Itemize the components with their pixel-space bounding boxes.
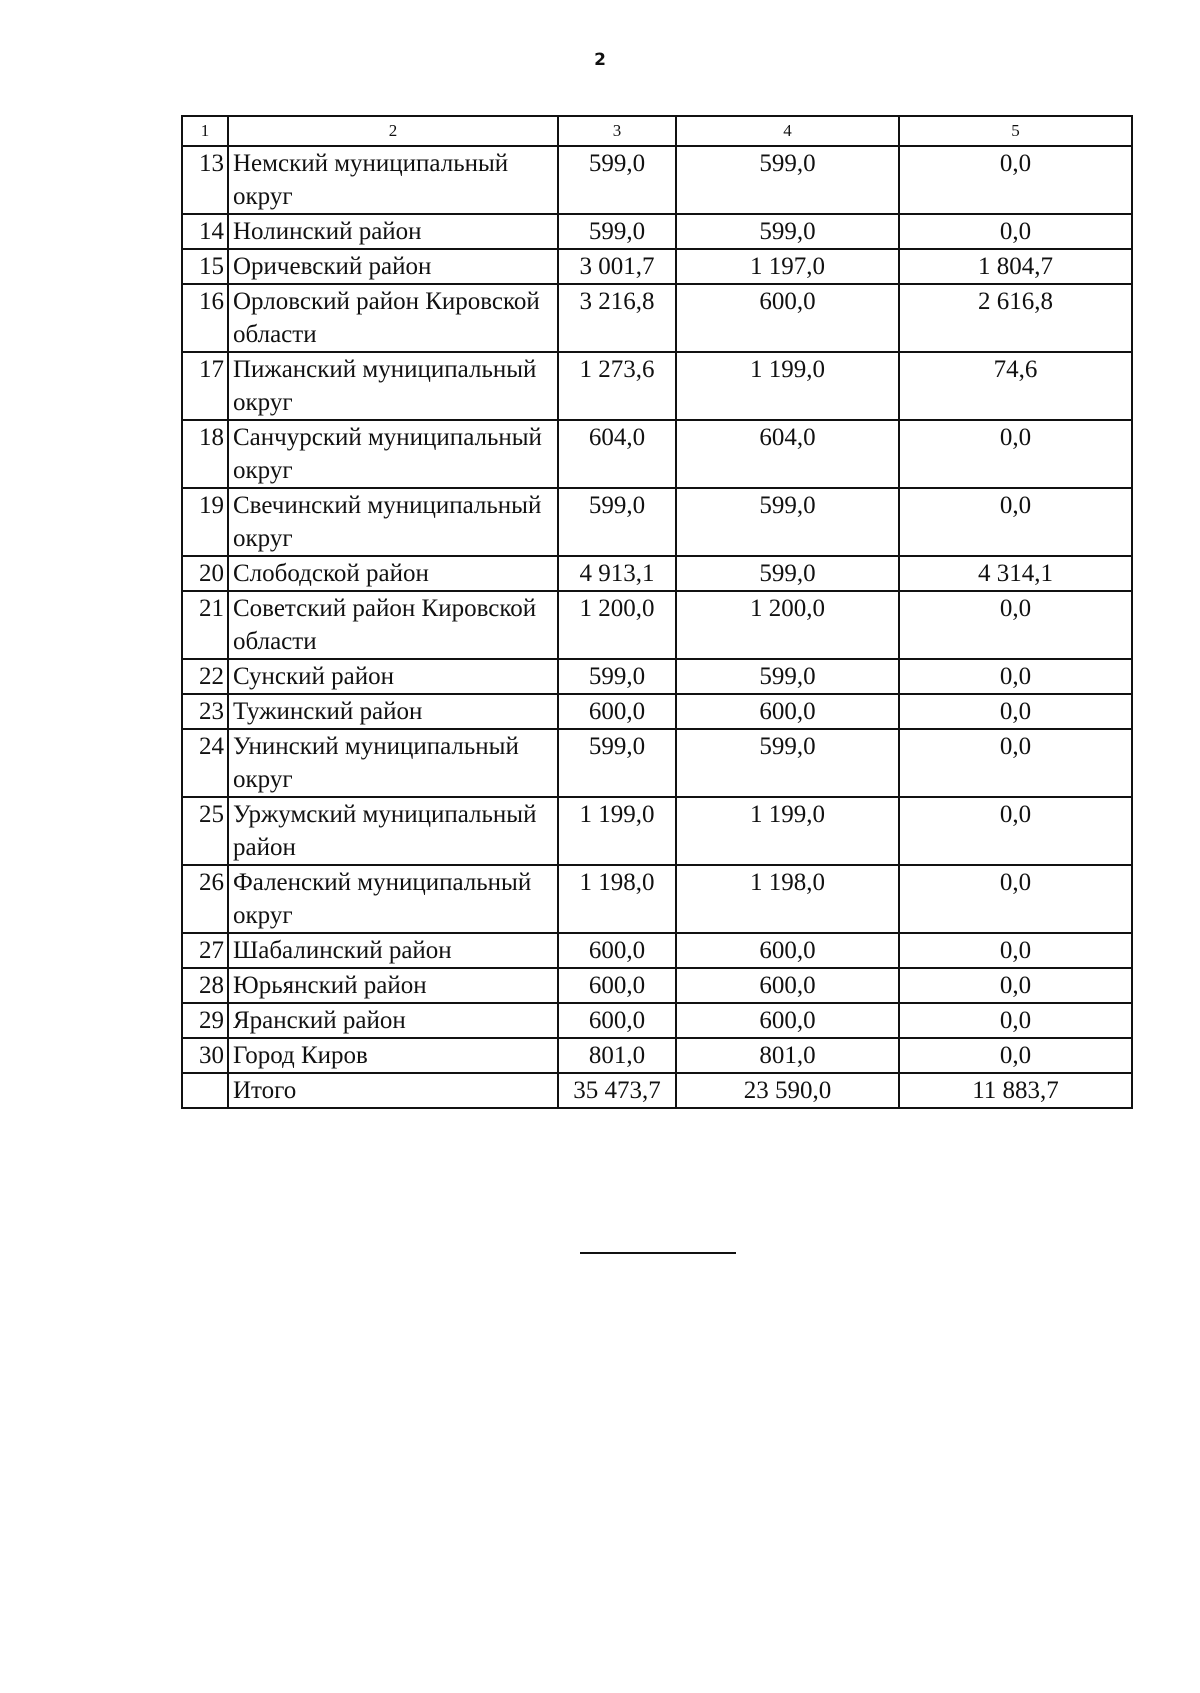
value-column-3: 1 199,0	[558, 797, 676, 865]
row-number: 30	[182, 1038, 228, 1073]
allocation-table	[181, 115, 1133, 1109]
value-column-4: 1 199,0	[676, 352, 899, 420]
row-number: 19	[182, 488, 228, 556]
column-header-3: 3	[558, 116, 676, 146]
value-column-4: 1 200,0	[676, 591, 899, 659]
row-number: 22	[182, 659, 228, 694]
row-number: 18	[182, 420, 228, 488]
value-column-4: 599,0	[676, 488, 899, 556]
value-column-5: 0,0	[899, 659, 1132, 694]
table-body	[182, 146, 1132, 1108]
column-header-4: 4	[676, 116, 899, 146]
row-number: 26	[182, 865, 228, 933]
municipality-name: Санчурский муниципальный округ	[228, 420, 558, 488]
value-column-3: 599,0	[558, 729, 676, 797]
table-row	[182, 591, 1132, 659]
table-row	[182, 146, 1132, 214]
value-column-5: 0,0	[899, 1003, 1132, 1038]
value-column-5: 0,0	[899, 591, 1132, 659]
value-column-3: 3 001,7	[558, 249, 676, 284]
value-column-5: 2 616,8	[899, 284, 1132, 352]
value-column-4: 599,0	[676, 729, 899, 797]
table-row	[182, 488, 1132, 556]
table-row	[182, 729, 1132, 797]
municipality-name: Немский муниципальный округ	[228, 146, 558, 214]
municipality-name: Пижанский муниципальный округ	[228, 352, 558, 420]
row-number: 23	[182, 694, 228, 729]
value-column-4: 1 197,0	[676, 249, 899, 284]
municipality-name: Советский район Кировской области	[228, 591, 558, 659]
value-column-3: 600,0	[558, 968, 676, 1003]
end-of-document-line	[580, 1252, 736, 1254]
value-column-3: 1 200,0	[558, 591, 676, 659]
value-column-5: 0,0	[899, 865, 1132, 933]
value-column-4: 599,0	[676, 214, 899, 249]
value-column-3: 1 273,6	[558, 352, 676, 420]
column-header-2: 2	[228, 116, 558, 146]
table-row	[182, 865, 1132, 933]
value-column-4: 604,0	[676, 420, 899, 488]
municipality-name: Яранский район	[228, 1003, 558, 1038]
table-row	[182, 1003, 1132, 1038]
value-column-3: 600,0	[558, 933, 676, 968]
total-label: Итого	[228, 1073, 558, 1108]
table-row	[182, 420, 1132, 488]
value-column-5: 0,0	[899, 797, 1132, 865]
row-number: 14	[182, 214, 228, 249]
municipality-name: Слободской район	[228, 556, 558, 591]
value-column-4: 600,0	[676, 1003, 899, 1038]
row-number: 28	[182, 968, 228, 1003]
table-row	[182, 968, 1132, 1003]
total-column-3: 35 473,7	[558, 1073, 676, 1108]
municipality-name: Нолинский район	[228, 214, 558, 249]
total-column-4: 23 590,0	[676, 1073, 899, 1108]
row-number: 29	[182, 1003, 228, 1038]
value-column-4: 600,0	[676, 968, 899, 1003]
value-column-5: 0,0	[899, 729, 1132, 797]
row-number: 17	[182, 352, 228, 420]
value-column-4: 600,0	[676, 933, 899, 968]
total-column-5: 11 883,7	[899, 1073, 1132, 1108]
municipality-name: Тужинский район	[228, 694, 558, 729]
table-row	[182, 659, 1132, 694]
table-row	[182, 249, 1132, 284]
municipality-name: Унинский муниципальный округ	[228, 729, 558, 797]
value-column-5: 1 804,7	[899, 249, 1132, 284]
value-column-4: 599,0	[676, 146, 899, 214]
total-row-number	[182, 1073, 228, 1108]
value-column-5: 0,0	[899, 1038, 1132, 1073]
row-number: 16	[182, 284, 228, 352]
municipality-name: Город Киров	[228, 1038, 558, 1073]
row-number: 24	[182, 729, 228, 797]
table-row	[182, 214, 1132, 249]
value-column-3: 600,0	[558, 1003, 676, 1038]
municipality-name: Шабалинский район	[228, 933, 558, 968]
table-row	[182, 352, 1132, 420]
value-column-4: 1 198,0	[676, 865, 899, 933]
header-row	[182, 116, 1132, 146]
table-row	[182, 797, 1132, 865]
value-column-3: 599,0	[558, 659, 676, 694]
row-number: 27	[182, 933, 228, 968]
municipality-name: Уржумский муниципальный район	[228, 797, 558, 865]
value-column-5: 0,0	[899, 214, 1132, 249]
value-column-5: 0,0	[899, 488, 1132, 556]
row-number: 13	[182, 146, 228, 214]
table-row	[182, 933, 1132, 968]
value-column-4: 600,0	[676, 694, 899, 729]
value-column-3: 600,0	[558, 694, 676, 729]
value-column-4: 801,0	[676, 1038, 899, 1073]
value-column-3: 599,0	[558, 146, 676, 214]
value-column-5: 0,0	[899, 694, 1132, 729]
column-header-1: 1	[182, 116, 228, 146]
value-column-3: 3 216,8	[558, 284, 676, 352]
value-column-5: 4 314,1	[899, 556, 1132, 591]
row-number: 20	[182, 556, 228, 591]
row-number: 15	[182, 249, 228, 284]
value-column-4: 599,0	[676, 659, 899, 694]
row-number: 21	[182, 591, 228, 659]
table-row	[182, 1038, 1132, 1073]
value-column-3: 599,0	[558, 214, 676, 249]
table-row	[182, 556, 1132, 591]
value-column-5: 74,6	[899, 352, 1132, 420]
value-column-4: 600,0	[676, 284, 899, 352]
value-column-4: 1 199,0	[676, 797, 899, 865]
column-header-5: 5	[899, 116, 1132, 146]
municipality-name: Орловский район Кировской области	[228, 284, 558, 352]
table-row	[182, 284, 1132, 352]
total-row	[182, 1073, 1132, 1108]
municipality-name: Сунский район	[228, 659, 558, 694]
municipality-name: Свечинский муниципальный округ	[228, 488, 558, 556]
value-column-3: 4 913,1	[558, 556, 676, 591]
value-column-5: 0,0	[899, 968, 1132, 1003]
row-number: 25	[182, 797, 228, 865]
value-column-4: 599,0	[676, 556, 899, 591]
municipality-name: Оричевский район	[228, 249, 558, 284]
value-column-3: 599,0	[558, 488, 676, 556]
value-column-3: 1 198,0	[558, 865, 676, 933]
value-column-5: 0,0	[899, 420, 1132, 488]
page-number: 2	[594, 50, 606, 70]
municipality-name: Юрьянский район	[228, 968, 558, 1003]
value-column-3: 801,0	[558, 1038, 676, 1073]
value-column-5: 0,0	[899, 146, 1132, 214]
table-row	[182, 694, 1132, 729]
value-column-5: 0,0	[899, 933, 1132, 968]
value-column-3: 604,0	[558, 420, 676, 488]
municipality-name: Фаленский муниципальный округ	[228, 865, 558, 933]
